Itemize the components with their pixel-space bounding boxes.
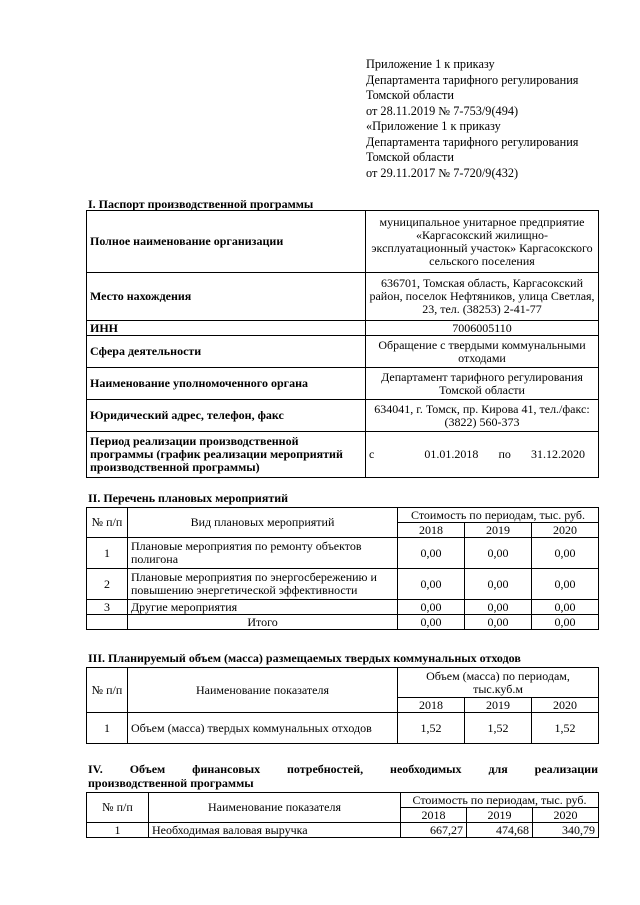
total-label: Итого	[128, 615, 398, 630]
header-line: «Приложение 1 к приказу	[366, 119, 501, 133]
table-row	[87, 321, 599, 336]
row-value: 1,52	[398, 713, 465, 744]
title-line2: производственной программы	[88, 776, 254, 790]
title-word: для	[488, 762, 508, 776]
table-row	[87, 569, 599, 600]
document-header	[366, 57, 578, 181]
passport-value: Департамент тарифного регулирования Томской области	[366, 368, 599, 400]
section3-title: III. Планируемый объем (масса) размещаемых твердых коммунальных отходов	[88, 651, 521, 665]
year-header: 2018	[398, 698, 465, 713]
row-value: 0,00	[465, 538, 532, 569]
header-line: Томской области	[366, 88, 454, 102]
title-word: необходимых	[390, 762, 462, 776]
row-num: 1	[87, 713, 128, 744]
header-line: от 28.11.2019 № 7-753/9(494)	[366, 103, 519, 118]
row-num: 1	[87, 538, 128, 569]
col-header-num: № п/п	[87, 793, 149, 823]
section1-title: I. Паспорт производственной программы	[88, 197, 314, 211]
table-row	[87, 615, 599, 630]
row-name: Объем (масса) твердых коммунальных отходов	[128, 713, 398, 744]
period-from: 01.01.2018	[424, 447, 479, 461]
header-line: Томской области	[366, 150, 454, 164]
row-name: Плановые мероприятия по ремонту объектов полигона	[128, 538, 398, 569]
year-header: 2020	[532, 523, 599, 538]
row-value: 0,00	[465, 600, 532, 615]
passport-value: 636701, Томская область, Каргасокский район, поселок Нефтяников, улица Светлая, 23, тел. (38253) 2-41-77	[366, 273, 599, 321]
table-row	[87, 508, 599, 523]
total-empty	[87, 615, 128, 630]
table-row	[87, 211, 599, 273]
row-num: 1	[87, 823, 149, 838]
period-from-word: с	[369, 447, 375, 461]
row-value: 0,00	[398, 538, 465, 569]
row-value: 667,27	[401, 823, 467, 838]
col-header-name: Наименование показателя	[128, 668, 398, 713]
year-header: 2019	[467, 808, 533, 823]
year-header: 2020	[533, 808, 599, 823]
row-value: 0,00	[532, 600, 599, 615]
header-line: от 29.11.2017 № 7-720/9(432)	[366, 165, 519, 180]
passport-value: 634041, г. Томск, пр. Кирова 41, тел./факс: (3822) 560-373	[366, 400, 599, 432]
table-row	[87, 432, 599, 478]
measures-table	[86, 507, 599, 630]
row-name: Плановые мероприятия по энергосбережению и повышению энергетической эффективности	[128, 569, 398, 600]
period-value	[366, 432, 599, 478]
row-value: 1,52	[532, 713, 599, 744]
col-header-num: № п/п	[87, 668, 128, 713]
title-word: реализации	[534, 762, 598, 776]
title-word: Объем	[129, 762, 166, 776]
row-value: 0,00	[532, 569, 599, 600]
row-value: 340,79	[533, 823, 599, 838]
passport-value: Обращение с твердыми коммунальными отходами	[366, 336, 599, 368]
passport-label: Период реализации производственной программы (график реализации мероприятий производственной программы)	[87, 432, 366, 478]
title-word: IV.	[88, 762, 103, 776]
passport-label: Полное наименование организации	[87, 211, 366, 273]
row-num: 3	[87, 600, 128, 615]
finance-table	[86, 792, 599, 838]
header-line: Приложение 1 к приказу	[366, 57, 495, 71]
row-value: 0,00	[398, 600, 465, 615]
total-value: 0,00	[465, 615, 532, 630]
year-header: 2018	[401, 808, 467, 823]
table-row	[87, 273, 599, 321]
row-value: 0,00	[465, 569, 532, 600]
total-value: 0,00	[398, 615, 465, 630]
passport-label: Наименование уполномоченного органа	[87, 368, 366, 400]
col-header-volume: Объем (масса) по периодам, тыс.куб.м	[398, 668, 599, 698]
row-value: 0,00	[398, 569, 465, 600]
passport-label: Юридический адрес, телефон, факс	[87, 400, 366, 432]
section2-title: II. Перечень плановых мероприятий	[88, 491, 289, 505]
col-header-num: № п/п	[87, 508, 128, 538]
year-header: 2018	[398, 523, 465, 538]
table-row	[87, 713, 599, 744]
row-value: 0,00	[532, 538, 599, 569]
row-name: Необходимая валовая выручка	[149, 823, 401, 838]
col-header-cost: Стоимость по периодам, тыс. руб.	[398, 508, 599, 523]
header-line: Департамента тарифного регулирования	[366, 72, 579, 87]
passport-value: 7006005110	[366, 321, 599, 336]
col-header-name: Вид плановых мероприятий	[128, 508, 398, 538]
table-row	[87, 668, 599, 698]
passport-label: ИНН	[87, 321, 366, 336]
volume-table	[86, 667, 599, 744]
section4-title	[88, 762, 598, 790]
row-name: Другие мероприятия	[128, 600, 398, 615]
table-row	[87, 336, 599, 368]
table-row	[87, 793, 599, 808]
passport-label: Место нахождения	[87, 273, 366, 321]
period-to-word: по	[498, 447, 511, 461]
col-header-name: Наименование показателя	[149, 793, 401, 823]
row-num: 2	[87, 569, 128, 600]
year-header: 2020	[532, 698, 599, 713]
period-to: 31.12.2020	[530, 447, 585, 461]
table-row	[87, 600, 599, 615]
table-row	[87, 400, 599, 432]
header-line: Департамента тарифного регулирования	[366, 134, 579, 149]
row-value: 474,68	[467, 823, 533, 838]
total-value: 0,00	[532, 615, 599, 630]
title-word: потребностей,	[286, 762, 364, 776]
table-row	[87, 538, 599, 569]
year-header: 2019	[465, 698, 532, 713]
passport-value: муниципальное унитарное предприятие «Каргасокский жилищно-эксплуатационный участок» Каргасокского сельского поселения	[366, 211, 599, 273]
title-word: финансовых	[192, 762, 261, 776]
table-row	[87, 823, 599, 838]
table-row	[87, 368, 599, 400]
col-header-cost: Стоимость по периодам, тыс. руб.	[401, 793, 599, 808]
row-value: 1,52	[465, 713, 532, 744]
year-header: 2019	[465, 523, 532, 538]
passport-table	[86, 210, 599, 478]
passport-label: Сфера деятельности	[87, 336, 366, 368]
